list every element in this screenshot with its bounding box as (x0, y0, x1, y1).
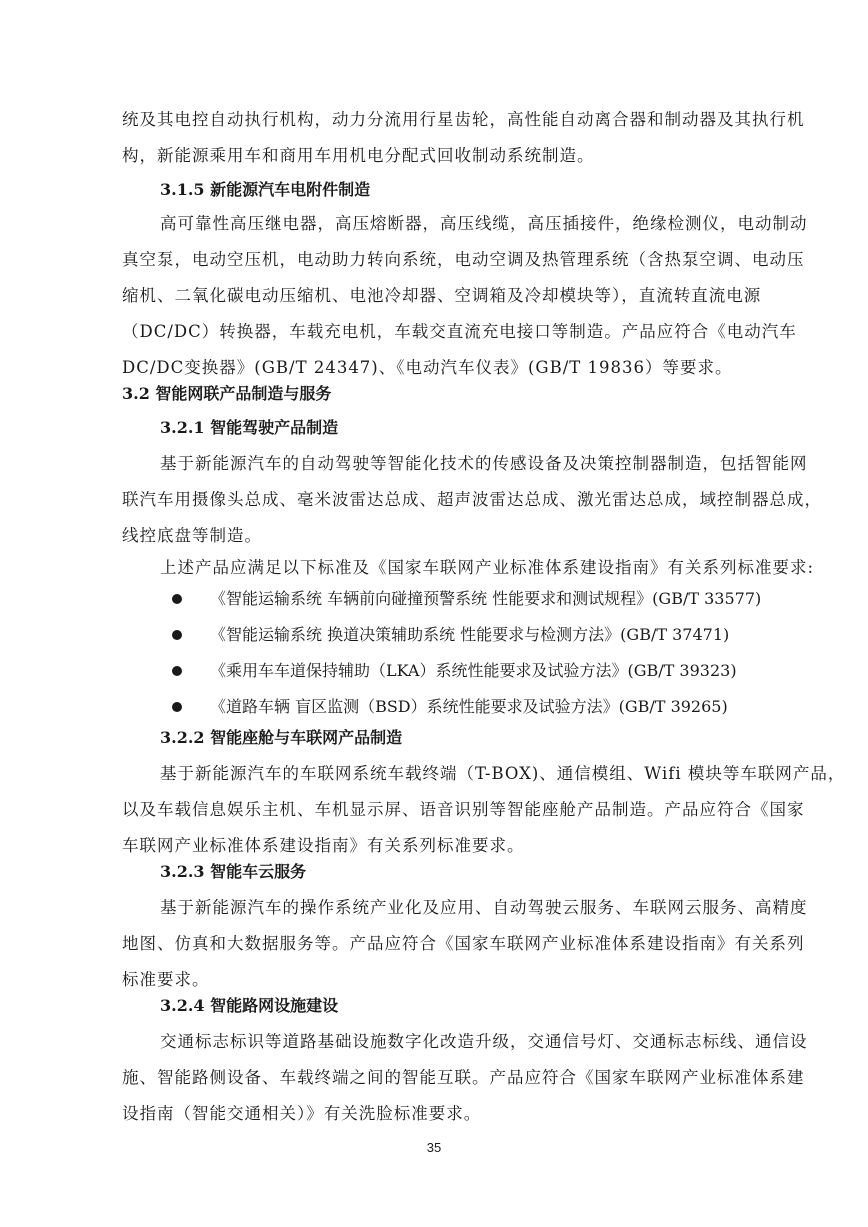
text-line: 基于新能源汽车的操作系统产业化及应用、自动驾驶云服务、车联网云服务、高精度 (160, 898, 808, 917)
text-line: 缩机、二氧化碳电动压缩机、电池冷却器、空调箱及冷却模块等），直流转直流电源 (122, 286, 762, 305)
bullet-text: 《智能运输系统 换道决策辅助系统 性能要求与检测方法》(GB/T 37471) (210, 625, 730, 644)
section-3-2-3-paragraph (0, 890, 868, 998)
text-line: （DC/DC）转换器，车载充电机，车载交直流充电接口等制造。产品应符合《电动汽车 (122, 322, 797, 341)
text-line: 统及其电控自动执行机构，动力分流用行星齿轮，高性能自动离合器和制动器及其执行机 (122, 110, 805, 129)
text-line: 上述产品应满足以下标准及《国家车联网产业标准体系建设指南》有关系列标准要求: (160, 558, 815, 577)
bullet-icon (172, 594, 182, 604)
text-line: DC/DC变换器》(GB/T 24347)、《电动汽车仪表》(GB/T 19836）等要求。 (122, 358, 733, 377)
page-number: 35 (426, 1140, 442, 1155)
section-heading-3-2-4: 3.2.4 智能路网设施建设 (160, 996, 339, 1015)
text-line: 以及车载信息娱乐主机、车机显示屏、语音识别等智能座舱产品制造。产品应符合《国家 (122, 800, 805, 819)
section-3-1-5-paragraph (0, 206, 868, 386)
text-line: 联汽车用摄像头总成、毫米波雷达总成、超声波雷达总成、激光雷达总成，域控制器总成， (122, 490, 822, 509)
text-line: 设指南（智能交通相关）》有关洗脸标准要求。 (122, 1104, 482, 1123)
section-heading-3-2-2: 3.2.2 智能座舱与车联网产品制造 (160, 728, 403, 747)
intro-paragraph (0, 102, 868, 174)
section-heading-3-2-3: 3.2.3 智能车云服务 (160, 862, 307, 881)
text-line: 构，新能源乘用车和商用车用机电分配式回收制动系统制造。 (122, 146, 595, 165)
section-heading-3-2-1: 3.2.1 智能驾驶产品制造 (160, 418, 339, 437)
text-line: 施、智能路侧设备、车载终端之间的智能互联。产品应符合《国家车联网产业标准体系建 (122, 1068, 805, 1087)
section-3-2-2-paragraph (0, 756, 868, 864)
text-line: 地图、仿真和大数据服务等。产品应符合《国家车联网产业标准体系建设指南》有关系列 (122, 934, 805, 953)
text-line: 线控底盘等制造。 (122, 526, 262, 545)
bullet-icon (172, 630, 182, 640)
bullet-text: 《道路车辆 盲区监测（BSD）系统性能要求及试验方法》(GB/T 39265) (210, 697, 728, 716)
text-line: 交通标志标识等道路基础设施数字化改造升级，交通信号灯、交通标志标线、通信设 (160, 1032, 808, 1051)
bullet-icon (172, 666, 182, 676)
standards-intro (0, 550, 868, 586)
text-line: 标准要求。 (122, 970, 210, 989)
text-line: 高可靠性高压继电器，高压熔断器，高压线缆，高压插接件，绝缘检测仪，电动制动 (160, 214, 808, 233)
section-3-2-1-paragraph (0, 446, 868, 554)
text-line: 真空泵，电动空压机，电动助力转向系统，电动空调及热管理系统（含热泵空调、电动压 (122, 250, 805, 269)
bullet-text: 《乘用车车道保持辅助（LKA）系统性能要求及试验方法》(GB/T 39323) (210, 661, 737, 680)
section-heading-3-1-5: 3.1.5 新能源汽车电附件制造 (160, 180, 371, 199)
bullet-icon (172, 702, 182, 712)
text-line: 车联网产业标准体系建设指南》有关系列标准要求。 (122, 836, 525, 855)
text-line: 基于新能源汽车的车联网系统车载终端（T-BOX)、通信模组、Wifi 模块等车联网产品， (160, 764, 846, 783)
section-heading-3-2: 3.2 智能网联产品制造与服务 (122, 384, 332, 403)
bullet-text: 《智能运输系统 车辆前向碰撞预警系统 性能要求和测试规程》(GB/T 33577) (210, 589, 762, 608)
text-line: 基于新能源汽车的自动驾驶等智能化技术的传感设备及决策控制器制造，包括智能网 (160, 454, 808, 473)
section-3-2-4-paragraph (0, 1024, 868, 1132)
